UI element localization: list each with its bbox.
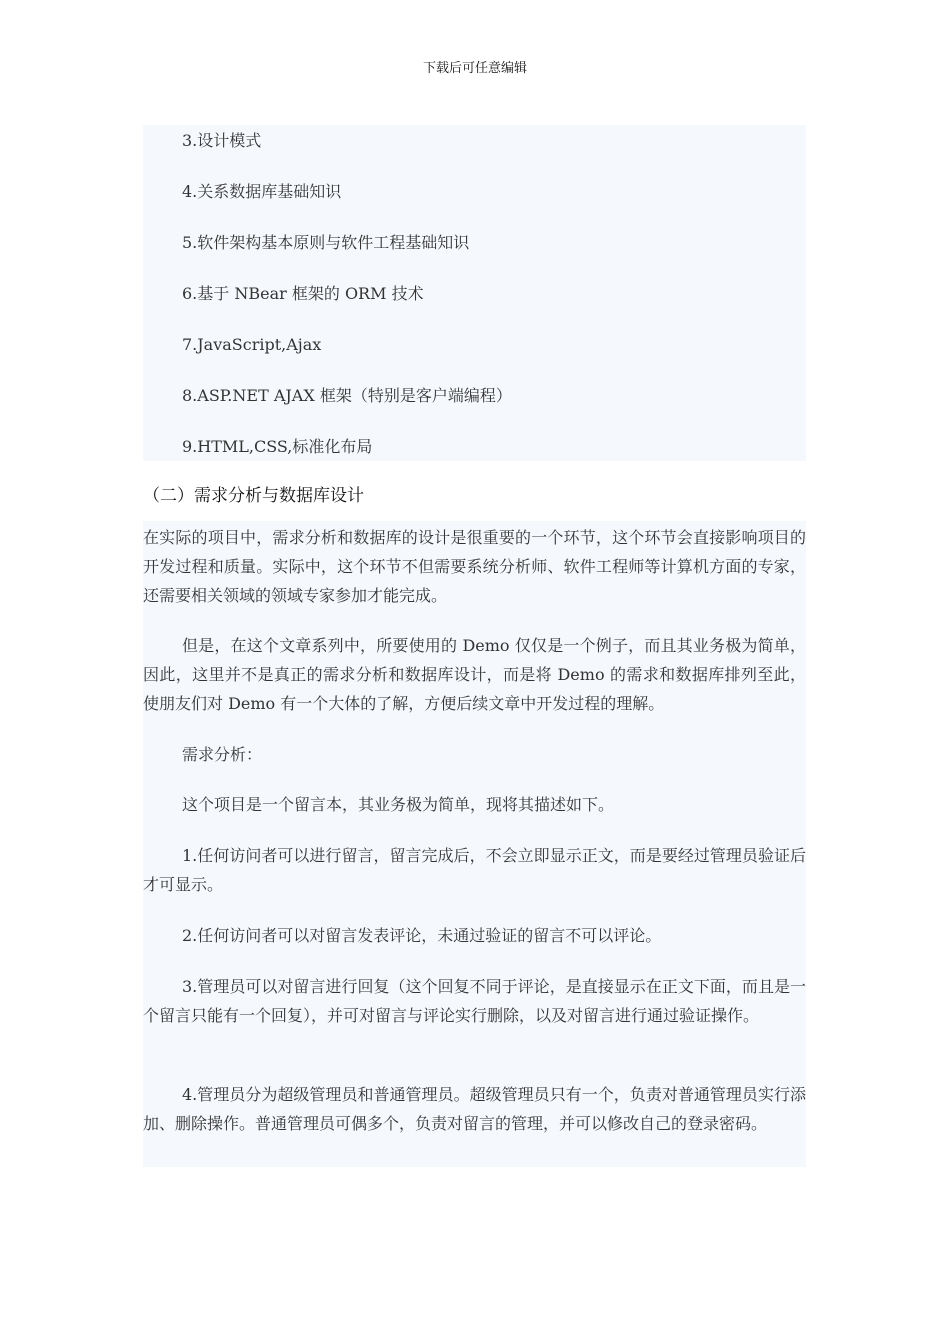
paragraph: 2.任何访问者可以对留言发表评论，未通过验证的留言不可以评论。 [182,926,662,945]
paragraph: 但是，在这个文章系列中，所要使用的 Demo 仅仅是一个例子，而且其业务极为简单，因此，这里并不是真正的需求分析和数据库设计，而是将 Demo 的需求和数据库排列至此，使朋友们对 Demo 有一个大体的了解，方便后续文章中开发过程的理解。 [143,636,806,713]
list-item: 7.JavaScript,Ajax [182,335,322,354]
list-item: 8.ASP.NET AJAX 框架（特别是客户端编程） [182,386,512,405]
list-item: 6.基于 NBear 框架的 ORM 技术 [182,284,424,303]
page-header: 下载后可任意编辑 [422,61,527,76]
paragraph: 这个项目是一个留言本，其业务极为简单，现将其描述如下。 [182,795,615,814]
list-item: 5.软件架构基本原则与软件工程基础知识 [182,233,470,252]
requirements-content [143,521,806,1167]
paragraph: 1.任何访问者可以进行留言，留言完成后，不会立即显示正文，而是要经过管理员验证后才可显示。 [143,846,806,894]
list-item: 9.HTML,CSS,标准化布局 [182,437,373,456]
paragraph: 需求分析： [182,745,263,764]
knowledge-list [143,125,806,461]
list-item: 3.设计模式 [182,131,262,150]
paragraph: 4.管理员分为超级管理员和普通管理员。超级管理员只有一个，负责对普通管理员实行添加、删除操作。普通管理员可偶多个，负责对留言的管理，并可以修改自己的登录密码。 [143,1085,806,1133]
section-heading: （二）需求分析与数据库设计 [143,486,364,506]
paragraph: 在实际的项目中，需求分析和数据库的设计是很重要的一个环节，这个环节会直接影响项目的开发过程和质量。实际中，这个环节不但需要系统分析师、软件工程师等计算机方面的专家，还需要相关领域的领域专家参加才能完成。 [143,528,806,605]
paragraph: 3.管理员可以对留言进行回复（这个回复不同于评论，是直接显示在正文下面，而且是一个留言只能有一个回复），并可对留言与评论实行删除，以及对留言进行通过验证操作。 [143,977,806,1025]
list-item: 4.关系数据库基础知识 [182,182,342,201]
